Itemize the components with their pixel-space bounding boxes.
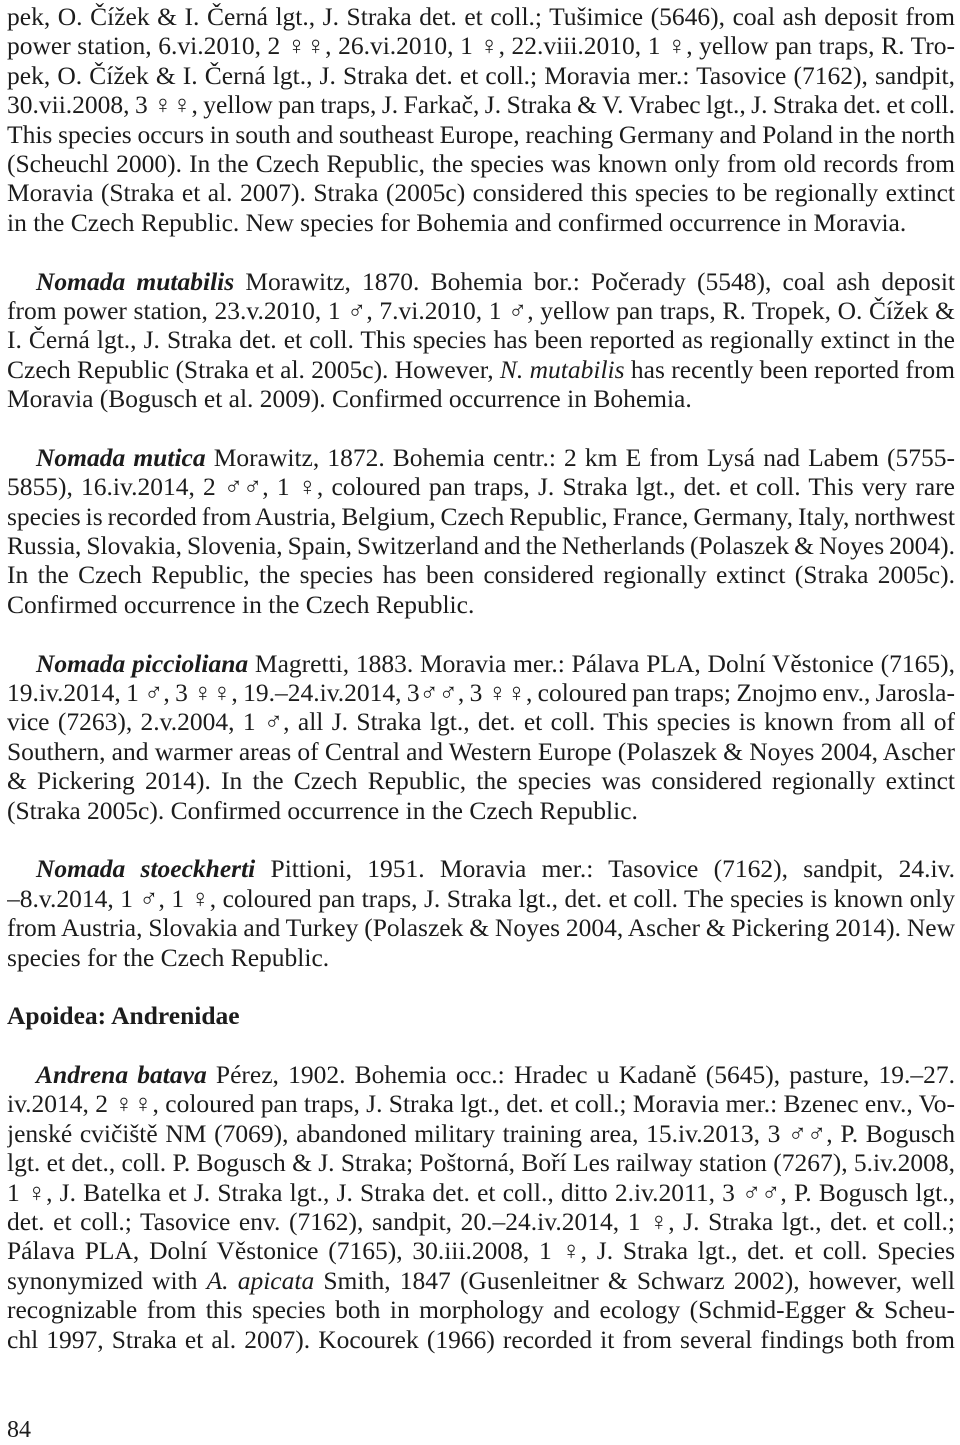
section-heading: Apoidea: Andrenidae [7,1001,240,1031]
text-line: (Scheuchl 2000). In the Czech Republic, the species was known only from old records from [7,148,955,178]
text-line: det. et coll.; Tasovice env. (7162), sandpit, 20.–24.iv.2014, 1 ♀, J. Straka lgt., det. et coll.; [7,1207,955,1237]
record-paragraph [7,649,955,825]
species-record-text: Morawitz, 1870. Bohemia bor.: Počerady (5548), coal ash deposit [234,266,955,296]
text-line: chl 1997, Straka et al. 2007). Kocourek (1966) recorded it from several findings both from [7,1324,955,1354]
species-record-text: Pittioni, 1951. Moravia mer.: Tasovice (7162), sandpit, 24.iv. [255,854,955,884]
text-line [7,355,955,384]
text-line: vice (7263), 2.v.2004, 1 ♂, all J. Straka lgt., det. et coll. This species is known from all of [7,707,955,737]
text-line: from Austria, Slovakia and Turkey (Polaszek & Noyes 2004, Ascher & Pickering 2014). New [7,913,955,943]
text-line: species is recorded from Austria, Belgium, Czech Republic, France, Germany, Italy, northwest [7,501,955,531]
text-line: 1 ♀, J. Batelka et J. Straka lgt., J. Straka det. et coll., ditto 2.iv.2011, 3 ♂♂, P. Bogusch lgt., [7,1177,955,1207]
text-line: in the Czech Republic. New species for Bohemia and confirmed occurrence in Moravia. [7,207,907,237]
record-paragraph [7,267,955,414]
text-line: Confirmed occurrence in the Czech Republic. [7,589,475,619]
text-segment: Smith, 1847 (Gusenleitner & Schwarz 2002), however, well [314,1265,955,1295]
species-name: Andrena batava [36,1060,207,1090]
page-body [7,2,955,1354]
species-record-text: Pérez, 1902. Bohemia occ.: Hradec u Kadaně (5645), pasture, 19.–27. [206,1060,955,1090]
text-line: In the Czech Republic, the species has been considered regionally extinct (Straka 2005c). [7,560,955,590]
text-line: & Pickering 2014). In the Czech Republic, the species was considered regionally extinct [7,766,955,796]
text-line: –8.v.2014, 1 ♂, 1 ♀, coloured pan traps, J. Straka lgt., det. et coll. The species is known only [7,883,955,913]
page-number: 84 [7,1417,31,1443]
text-line: lgt. et det., coll. P. Bogusch & J. Straka; Poštorná, Boří Les railway station (7267), 5.iv.2008, [7,1148,955,1178]
text-line: iv.2014, 2 ♀♀, coloured pan traps, J. Straka lgt., det. et coll.; Moravia mer.: Bzenec env., Vo- [7,1089,955,1119]
species-name: Nomada mutabilis [36,266,235,296]
text-line: This species occurs in south and southeast Europe, reaching Germany and Poland in the north [7,119,955,149]
text-line: species for the Czech Republic. [7,942,330,972]
text-line [7,854,955,883]
text-line: Russia, Slovakia, Slovenia, Spain, Switzerland and the Netherlands (Polaszek & Noyes 2004). [7,531,955,561]
species-name: Nomada stoeckherti [36,854,256,884]
text-line: Pálava PLA, Dolní Věstonice (7165), 30.iii.2008, 1 ♀, J. Straka lgt., det. et coll. Species [7,1236,955,1266]
text-line: pek, O. Čížek & I. Černá lgt., J. Straka det. et coll.; Moravia mer.: Tasovice (7162), sandpit, [7,60,955,90]
record-paragraph [7,1060,955,1354]
text-line: Moravia (Bogusch et al. 2009). Confirmed occurrence in Bohemia. [7,384,692,414]
text-line [7,1266,955,1295]
text-line [7,267,955,296]
taxon-name-italic: N. mutabilis [499,354,625,384]
species-record-text: Morawitz, 1872. Bohemia centr.: 2 km E from Lysá nad Labem (5755- [205,442,955,472]
species-name: Nomada mutica [36,442,206,472]
text-segment: synonymized with [7,1265,207,1295]
record-paragraph-continued [7,2,955,237]
taxon-name-italic: A. apicata [206,1265,315,1295]
species-record-text: Magretti, 1883. Moravia mer.: Pálava PLA, Dolní Věstonice (7165), [248,648,955,678]
text-line: Southern, and warmer areas of Central and Western Europe (Polaszek & Noyes 2004, Ascher [7,736,955,766]
record-paragraph [7,443,955,619]
text-line: pek, O. Čížek & I. Černá lgt., J. Straka det. et coll.; Tušimice (5646), coal ash deposit from [7,2,955,31]
text-line [7,1060,955,1089]
text-segment: has recently been reported from [624,354,955,384]
text-line [7,649,955,678]
text-line: power station, 6.vi.2010, 2 ♀♀, 26.vi.2010, 1 ♀, 22.viii.2010, 1 ♀, yellow pan traps, R. Tro- [7,31,955,61]
text-line: 5855), 16.iv.2014, 2 ♂♂, 1 ♀, coloured pan traps, J. Straka lgt., det. et coll. This very rare [7,472,955,502]
text-line: recognizable from this species both in morphology and ecology (Schmid-Egger & Scheu- [7,1295,955,1325]
text-line: jenské cvičiště NM (7069), abandoned military training area, 15.iv.2013, 3 ♂♂, P. Bogusch [7,1118,955,1148]
text-line: Moravia (Straka et al. 2007). Straka (2005c) considered this species to be regionally extinct [7,178,955,208]
record-paragraph [7,854,955,972]
text-line: 19.iv.2014, 1 ♂, 3 ♀♀, 19.–24.iv.2014, 3♂♂, 3 ♀♀, coloured pan traps; Znojmo env., Jarosla- [7,677,955,707]
text-line: I. Černá lgt., J. Straka det. et coll. This species has been reported as regionally extinct in the [7,325,955,355]
text-line: (Straka 2005c). Confirmed occurrence in the Czech Republic. [7,795,638,825]
text-line: from power station, 23.v.2010, 1 ♂, 7.vi.2010, 1 ♂, yellow pan traps, R. Tropek, O. Čížek & [7,295,955,325]
text-segment: Czech Republic (Straka et al. 2005c). However, [7,354,500,384]
text-line: 30.vii.2008, 3 ♀♀, yellow pan traps, J. Farkač, J. Straka & V. Vrabec lgt., J. Straka det. et coll. [7,90,955,120]
species-name: Nomada piccioliana [36,648,249,678]
text-line [7,443,955,472]
